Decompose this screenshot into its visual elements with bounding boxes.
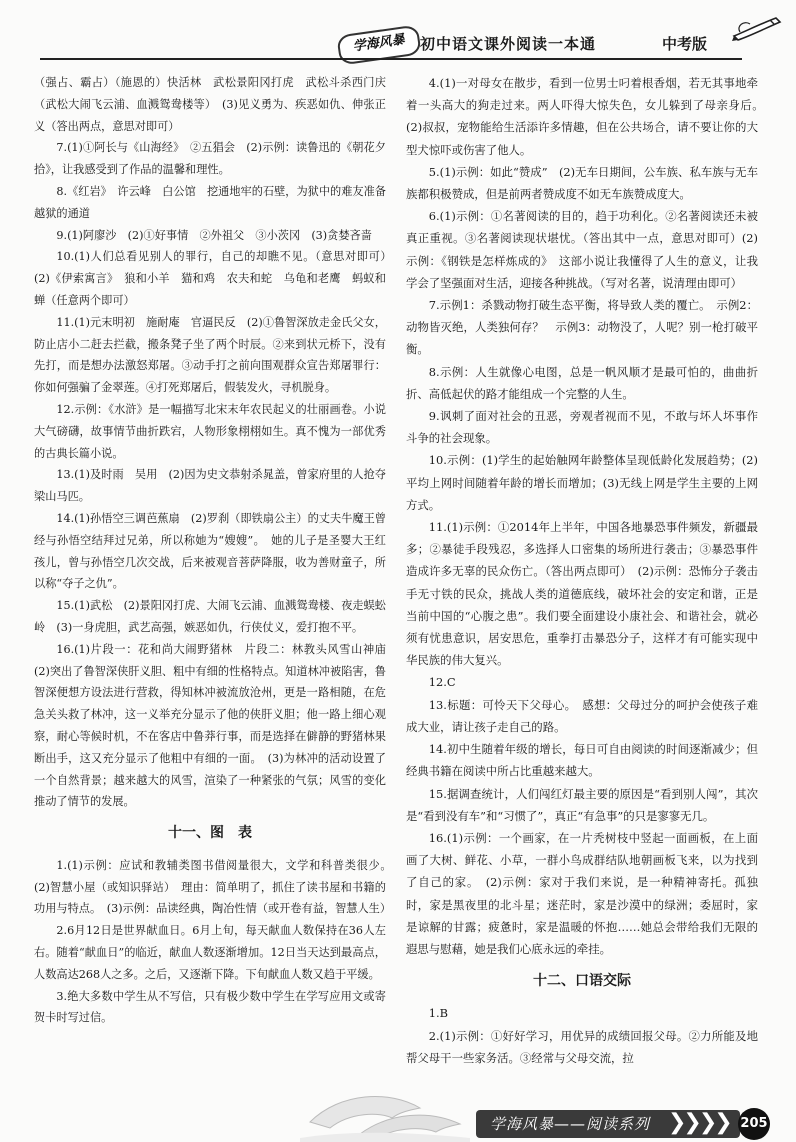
answer-paragraph: 15.据调查统计，人们闯红灯最主要的原因是“看到别人闯”，其次是“看到没有车”和“习惯了”，真正“有急事”的只是寥寥无几。	[406, 786, 758, 823]
chevron-right-icon: ❯❯❯❯	[668, 1110, 730, 1135]
answer-paragraph: 16.(1)片段一：花和尚大闹野猪林 片段二：林教头风雪山神庙 (2)突出了鲁智深侠肝义胆、粗中有细的性格特点。知道林冲被陷害，鲁智深便想方设法进行营救，得知林冲被流放沧州，更是一路相随，在危急关头救了林冲，这一义举充分显示了他的侠肝义胆；他一路上细心观察，耐心等候时机，不在客店中鲁莽行事，而是选择在僻静的野猪林果断出手，这又充分显示了他粗中有细的一面。 (3)为林冲的活动设置了一个自然背景；越来越大的风雪，渲染了一种紧张的气氛；风雪的变化推动了情节的发展。	[34, 642, 398, 809]
answer-paragraph: 10.(1)人们总看见别人的罪行，自己的却瞧不见。（意思对即可） (2)《伊索寓言》 狼和小羊 猫和鸡 农夫和蛇 乌龟和老鹰 蚂蚁和蝉（任意两个即可）	[34, 250, 398, 307]
answer-paragraph: 2.(1)示例：①好好学习，用优异的成绩回报父母。②力所能及地帮父母干一些家务活。③经常与父母交流，拉	[406, 1028, 758, 1065]
answer-paragraph: 15.(1)武松 (2)景阳冈打虎、大闹飞云浦、血溅鸳鸯楼、夜走蜈蚣岭 (3)一身虎胆，武艺高强，嫉恶如仇，行侠仗义，爱打抱不平。	[34, 599, 386, 634]
answer-paragraph: 16.(1)示例：一个画家，在一片秃树枝中竖起一面画板，在上面画了大树、鲜花、小草，一群小鸟成群结队地朝画板飞来，以为找到了自己的家。 (2)示例：家对于我们来说，是一种精神寄托。孤独时，家是黑夜里的北斗星；迷茫时，家是沙漠中的绿洲；委屈时，家是谅解的甘露；疲惫时，家是温暖的怀抱……她总会带给我们无限的遐思与慰藉，她是我们心底永远的牵挂。	[406, 830, 758, 956]
answer-paragraph: 9.(1)阿廖沙 (2)①好事情 ②外祖父 ③小茨冈 (3)贪婪吝啬	[56, 228, 372, 242]
edition-label: 中考版	[662, 35, 708, 53]
answer-paragraph: 1.(1)示例：应试和教辅类图书借阅量很大，文学和科普类很少。 (2)智慧小屋（或知识驿站） 理由：简单明了，抓住了读书屋和书籍的功用与特点。 (3)示例：品读经典，陶冶性情（或开卷有益，智慧人生）	[34, 858, 398, 916]
page-number: 205	[738, 1108, 770, 1140]
answer-paragraph: 11.(1)元末明初 施耐庵 官逼民反 (2)①鲁智深放走金氏父女，防止店小二赶去拦截，搬条凳子坐了两个时辰。②来到状元桥下，没有先打，而是想办法激怒郑屠。③动手打之前向围观群众宣告郑屠罪行：你如何强骗了金翠莲。④打死郑屠后，假装发火，寻机脱身。	[34, 315, 386, 395]
footer-series-label: 学海风暴——阅读系列	[490, 1115, 651, 1133]
page-header	[0, 0, 796, 72]
right-answer-column	[406, 72, 770, 1069]
answer-paragraph: 8.《红岩》 许云峰 白公馆 挖通地牢的石壁，为狱中的难友准备越狱的通道	[34, 184, 386, 220]
answer-paragraph: 12.C	[428, 675, 456, 690]
answer-paragraph: 6.(1)示例：①名著阅读的目的，趋于功利化。②名著阅读还未被真正重视。③名著阅读现状堪忧。（答出其中一点，意思对即可）(2)示例：《钢铁是怎样炼成的》 这部小说让我懂得了人生的意义，让我学会了坚强面对生活，迎接各种挑战。（写对名著，说清理由即可）	[406, 209, 758, 290]
answer-paragraph: 11.(1)示例：①2014年上半年，中国各地暴恐事件频发，新疆最多；②暴徒手段残忍，多选择人口密集的场所进行袭击；③暴恐事件造成许多无辜的民众伤亡。（答出两点即可） (2)示例：恐怖分子袭击手无寸铁的民众，挑战人类的道德底线，破坏社会的安定和谐，正是当前中国的“心腹之患”。我们要全面建设小康社会、和谐社会，就必须有忧患意识，居安思危，重拳打击暴恐分子，这样才有可能实现中华民族的伟大复兴。	[406, 520, 758, 668]
section-heading: 十一、图 表	[168, 825, 252, 842]
answer-paragraph: （强占、霸占）（施恩的）快活林 武松景阳冈打虎 武松斗杀西门庆（武松大闹飞云浦、血溅鸳鸯楼等） (3)见义勇为、疾恶如仇、伸张正义（答出两点，意思对即可）	[34, 76, 386, 133]
answer-paragraph: 3.绝大多数中学生从不写信，只有极少数中学生在学写应用文或寄贺卡时写过信。	[34, 989, 386, 1025]
header-rule	[40, 58, 742, 60]
answer-paragraph: 5.(1)示例：如此“赞成” (2)无车日期间，公车族、私车族与无车族都积极赞成，但是前两者赞成度不如无车族赞成度大。	[406, 164, 758, 202]
series-title: 初中语文课外阅读一本通	[420, 35, 597, 53]
brand-logo: 学海风暴	[336, 24, 421, 65]
answer-paragraph: 7.示例1：杀戮动物打破生态平衡，将导致人类的覆亡。 示例2：动物皆灭绝，人类独何存？ 示例3：动物没了，人呢？别一枪打破平衡。	[406, 298, 758, 357]
answer-paragraph: 13.(1)及时雨 吴用 (2)因为史文恭射杀晁盖，曾家府里的人抢夺梁山马匹。	[34, 468, 386, 504]
left-answer-column	[34, 72, 398, 1029]
answer-paragraph: 2.6月12日是世界献血日。6月上旬，每天献血人数保持在36人左右。随着“献血日”的临近，献血人数逐渐增加。12日当天达到最高点，人数高达268人之多。之后，又逐渐下降。下旬献血人数又趋于平缓。	[34, 924, 386, 981]
answer-paragraph: 7.(1)①阿长与《山海经》 ②五猖会 (2)示例：读鲁迅的《朝花夕拾》，让我感受到了作品的温馨和理性。	[34, 141, 386, 177]
answer-paragraph: 14.(1)孙悟空三调芭蕉扇 (2)罗刹（即铁扇公主）的丈夫牛魔王曾经与孙悟空结拜过兄弟，所以称她为“嫂嫂”。 她的儿子是圣婴大王红孩儿，曾与孙悟空几次交战，后来被观音菩萨降服，收为善财童子，所以称“夺子之仇”。	[34, 511, 386, 591]
answer-paragraph: 1.B	[428, 1006, 449, 1021]
answer-paragraph: 10.示例：(1)学生的起始触网年龄整体呈现低龄化发展趋势；(2)平均上网时间随着年龄的增长而增加；(3)无线上网是学生主要的上网方式。	[406, 453, 758, 512]
answer-paragraph: 9.讽刺了面对社会的丑恶，旁观者视而不见，不敢与坏人坏事作斗争的社会现象。	[406, 409, 758, 446]
section-heading: 十二、口语交际	[533, 973, 631, 990]
answer-paragraph: 12.示例：《水浒》是一幅描写北宋末年农民起义的壮丽画卷。小说大气磅礴，故事情节曲折跌宕，人物形象栩栩如生。真不愧为一部优秀的古典长篇小说。	[34, 402, 386, 460]
answer-paragraph: 4.(1)一对母女在散步，看到一位男士叼着根香烟，若无其事地牵着一头高大的狗走过来。两人吓得大惊失色，女儿躲到了母亲身后。 (2)叔叔，宠物能给生活添许多情趣，但在公共场合，请不要让你的大型犬惊吓或伤害了他人。	[406, 76, 770, 157]
answer-paragraph: 8.示例：人生就像心电图，总是一帆风顺才是最可怕的，曲曲折折、高低起伏的路才能组成一个完整的人生。	[406, 364, 758, 401]
dolphin-decoration-icon	[300, 1072, 470, 1142]
answer-paragraph: 14.初中生随着年级的增长，每日可自由阅读的时间逐渐减少；但经典书籍在阅读中所占比重越来越大。	[406, 742, 758, 779]
pen-icon	[730, 12, 784, 42]
answer-paragraph: 13.标题：可怜天下父母心。 感想：父母过分的呵护会使孩子难成大业，请让孩子走自己的路。	[406, 697, 758, 734]
